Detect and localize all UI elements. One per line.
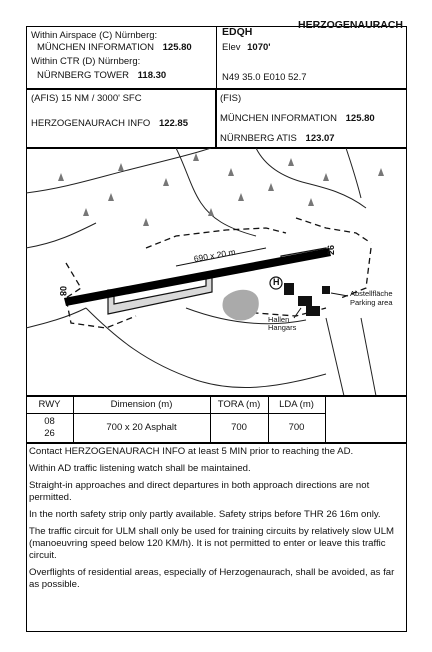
- airspace-line-3: Within CTR (D) Nürnberg:: [31, 56, 141, 67]
- hangar-building: [322, 286, 330, 294]
- afis-line: [31, 118, 188, 130]
- airspace-line-2: [37, 42, 192, 54]
- fis-line-2-name: NÜRNBERG ATIS: [220, 133, 297, 144]
- remark-item: In the north safety strip only partly available. Safety strips before THR 26 16m only.: [29, 509, 381, 520]
- helipad-label: H: [273, 277, 280, 287]
- elevation: [222, 42, 271, 54]
- terrain-line: [176, 148, 256, 236]
- afis-heading: (AFIS) 15 NM / 3000' SFC: [31, 93, 142, 104]
- elevation-label: Elev: [222, 42, 241, 53]
- hangar-building: [306, 306, 320, 316]
- remark-item: The traffic circuit for ULM shall only be used for training circuits by relatively slow ULM (manoeuvring speed below 120 KM/h). It is not permitted to enter or leave this traffic circuit.: [29, 526, 395, 561]
- afis-name: HERZOGENAURACH INFO: [31, 118, 151, 129]
- divider-freq-top: [26, 88, 407, 90]
- airspace-line-2-freq: 125.80: [162, 42, 192, 53]
- hangars-label-en: Hangars: [268, 323, 297, 332]
- terrain-line: [346, 148, 361, 198]
- trees: [58, 153, 384, 226]
- table-header-divider: [26, 413, 326, 414]
- aerodrome-boundary: [146, 228, 286, 248]
- aerodrome-map: [26, 148, 407, 396]
- terrain-line: [326, 318, 344, 396]
- grass-area: [223, 290, 259, 321]
- parking-label-de: Abstellfläche: [350, 289, 393, 298]
- table-cell-lda: 700: [288, 422, 305, 433]
- parking-label-en: Parking area: [350, 298, 393, 307]
- icao-code: EDQH: [222, 26, 253, 38]
- terrain-line: [361, 318, 376, 396]
- remark-item: Within AD traffic listening watch shall be maintained.: [29, 463, 251, 474]
- fis-line-1-freq: 125.80: [345, 113, 375, 124]
- aerodrome-boundary: [296, 218, 371, 243]
- airspace-line-4: [37, 70, 166, 82]
- airspace-line-1: Within Airspace (C) Nürnberg:: [31, 30, 158, 41]
- table-cell-tora: 700: [231, 422, 247, 433]
- airspace-line-4-freq: 118.30: [137, 70, 167, 81]
- airspace-line-4-name: NÜRNBERG TOWER: [37, 70, 130, 81]
- table-bottom-border: [26, 442, 407, 444]
- threshold-08-label: 08: [58, 285, 69, 297]
- runway-dimension-label: 690 x 20 m: [193, 246, 237, 264]
- table-top-border: [26, 395, 407, 397]
- threshold-26-label: 26: [326, 244, 337, 256]
- table-header-lda: LDA (m): [279, 399, 314, 410]
- table-header-rwy: RWY: [38, 399, 61, 410]
- remark-item: Straight-in approaches and direct departures in both approach directions are not permitted.: [29, 480, 370, 503]
- table-cell-rwy-2: 26: [44, 428, 55, 439]
- terrain-line: [26, 308, 86, 328]
- coordinates: N49 35.0 E010 52.7: [222, 72, 307, 83]
- remark-item: Contact HERZOGENAURACH INFO at least 5 MIN prior to reaching the AD.: [29, 446, 354, 457]
- fis-heading: (FIS): [220, 93, 242, 104]
- remark-item: Overflights of residential areas, especially of Herzogenaurach, shall be avoided, as far as possible.: [29, 567, 395, 590]
- table-header-tora: TORA (m): [217, 399, 261, 410]
- hangars-label-de: Hallen: [268, 315, 290, 324]
- terrain-line: [26, 223, 96, 248]
- airspace-line-2-name: MÜNCHEN INFORMATION: [37, 42, 154, 53]
- hangar-building: [284, 283, 294, 295]
- divider-freq-mid: [215, 88, 217, 148]
- fis-line-1: [220, 113, 375, 125]
- elevation-value: 1070': [247, 42, 271, 53]
- remarks-section: [29, 446, 403, 596]
- table-cell-dimension: 700 x 20 Asphalt: [106, 422, 177, 433]
- table-cell-rwy-1: 08: [44, 416, 55, 427]
- airfield-name: HERZOGENAURACH: [298, 19, 403, 31]
- fis-line-1-name: MÜNCHEN INFORMATION: [220, 113, 337, 124]
- afis-freq: 122.85: [158, 118, 188, 129]
- table-col-divider: [325, 395, 326, 443]
- table-header-dimension: Dimension (m): [110, 399, 173, 410]
- hangar-building: [298, 296, 312, 306]
- terrain-line: [86, 308, 326, 388]
- fis-line-2: [220, 133, 335, 145]
- fis-line-2-freq: 123.07: [305, 133, 335, 144]
